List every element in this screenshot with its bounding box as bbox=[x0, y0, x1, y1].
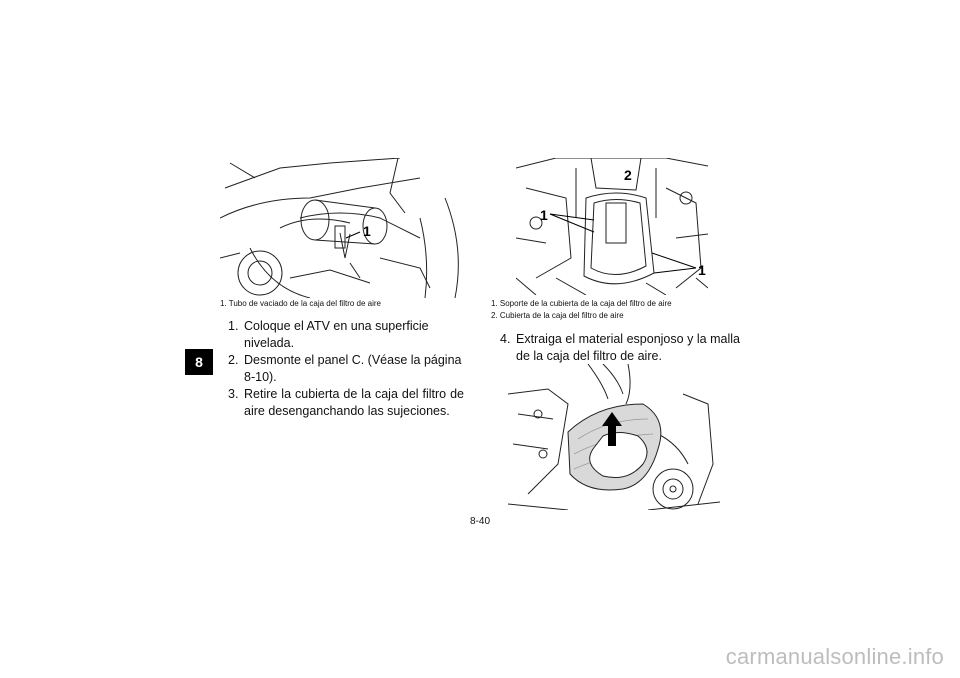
figure-air-filter-drain-tube bbox=[220, 158, 465, 298]
steps-right bbox=[500, 331, 740, 365]
figure-1-caption bbox=[220, 298, 381, 310]
step-number: 3. bbox=[228, 387, 239, 401]
caption-item: 1. Soporte de la cubierta de la caja del filtro de aire bbox=[491, 299, 672, 308]
step-3 bbox=[228, 386, 464, 420]
page-number: 8-40 bbox=[469, 516, 490, 527]
step-text: Extraiga el material esponjoso y la malla de la caja del filtro de aire. bbox=[516, 332, 740, 363]
caption-item: 1. Tubo de vaciado de la caja del filtro de aire bbox=[220, 299, 381, 308]
steps-left bbox=[228, 318, 464, 420]
step-text: Coloque el ATV en una superficie nivelada. bbox=[244, 319, 429, 350]
figure-air-filter-case-cover bbox=[516, 158, 708, 295]
caption-item: 2. Cubierta de la caja del filtro de aire bbox=[491, 311, 624, 320]
step-number: 2. bbox=[228, 353, 239, 367]
step-2 bbox=[228, 352, 464, 386]
sponge-removal-illustration bbox=[508, 364, 720, 510]
callout-1: 1 bbox=[363, 223, 371, 239]
step-4 bbox=[500, 331, 740, 365]
drain-tube-illustration bbox=[220, 158, 465, 298]
chapter-tab: 8 bbox=[185, 349, 213, 375]
callout-1a: 1 bbox=[540, 207, 548, 223]
callout-2: 2 bbox=[624, 167, 632, 183]
figure-remove-sponge-material bbox=[508, 364, 720, 510]
step-text: Desmonte el panel C. (Véase la página 8-10). bbox=[244, 353, 462, 384]
step-1 bbox=[228, 318, 464, 352]
watermark: carmanualsonline.info bbox=[725, 644, 944, 669]
case-cover-illustration bbox=[516, 158, 708, 295]
step-text: Retire la cubierta de la caja del filtro de aire desenganchando las sujeciones. bbox=[244, 387, 464, 418]
figure-2-caption bbox=[491, 298, 672, 322]
step-number: 4. bbox=[500, 332, 511, 346]
callout-1b: 1 bbox=[698, 262, 706, 278]
step-number: 1. bbox=[228, 319, 239, 333]
